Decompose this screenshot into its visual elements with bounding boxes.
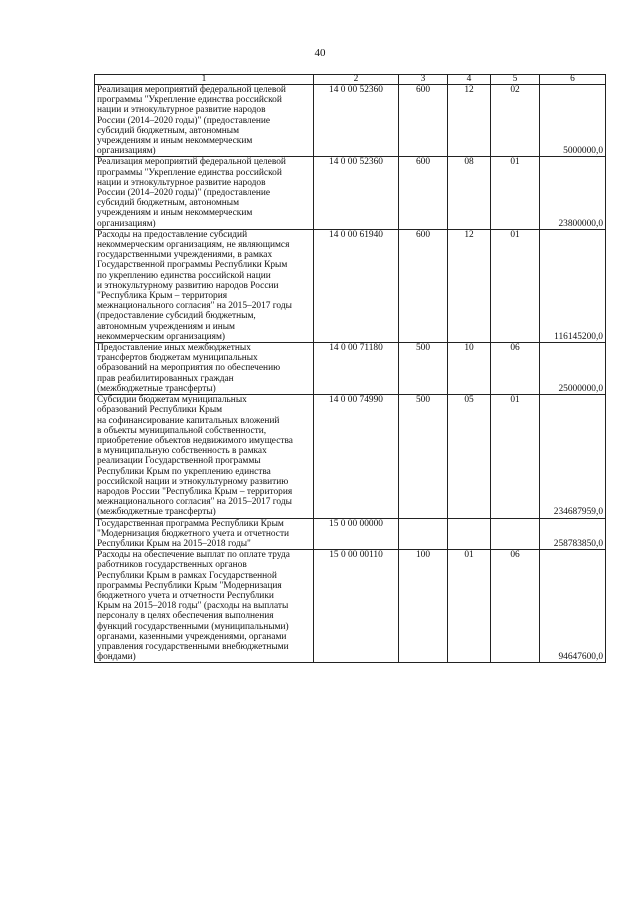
row-name-line: Крым на 2015–2018 годы" (расходы на выплаты — [97, 601, 289, 612]
header-col-4: 4 — [448, 75, 491, 85]
row-name-line: Расходы на обеспечение выплат по оплате труда — [97, 550, 290, 561]
table-row — [95, 518, 606, 550]
row-name-line: нации и этнокультурное развитие народов — [97, 177, 266, 188]
row-name-line: и этнокультурному развитию народов России — [97, 280, 279, 291]
row-name-line: (межбюджетные трансферты) — [97, 383, 216, 394]
row-expense-type: 600 — [399, 229, 448, 342]
row-name-line: нации и этнокультурное развитие народов — [97, 105, 266, 116]
table-row — [95, 395, 606, 518]
row-name-line: учреждениям и иным некоммерческим — [97, 136, 253, 147]
row-name-line: фондами) — [97, 652, 136, 663]
row-name — [95, 518, 314, 550]
row-name-line: России (2014–2020 годы)" (предоставление — [97, 188, 271, 199]
row-name-line: государственными учреждениями, в рамках — [97, 250, 273, 261]
row-name-line: реализации Государственной программы — [97, 456, 261, 467]
row-name — [95, 157, 314, 229]
row-name-line: субсидий бюджетным, автономным — [97, 125, 240, 136]
row-subsection: 06 — [491, 550, 540, 663]
row-code: 15 0 00 00110 — [314, 550, 399, 663]
row-name-line: "Республика Крым – территория — [97, 291, 228, 302]
row-subsection: 01 — [491, 395, 540, 518]
row-name-line: автономным учреждениям и иным — [97, 321, 235, 332]
row-name-line: Реализация мероприятий федеральной целевой — [97, 157, 286, 168]
header-col-2: 2 — [314, 75, 399, 85]
row-name-line: функций государственными (муниципальными) — [97, 621, 289, 632]
header-col-1: 1 — [95, 75, 314, 85]
row-name-line: российской нации и этнокультурному развитию — [97, 476, 289, 487]
row-name-line: Предоставление иных межбюджетных — [97, 343, 251, 354]
row-name-line: работников государственных органов — [97, 560, 247, 571]
row-section — [448, 518, 491, 550]
row-name-line: Субсидии бюджетам муниципальных — [97, 395, 247, 406]
row-subsection: 01 — [491, 157, 540, 229]
table-row — [95, 85, 606, 157]
row-name-line: (межбюджетные трансферты) — [97, 507, 216, 518]
row-amount: 5000000,0 — [540, 85, 606, 157]
row-name — [95, 229, 314, 342]
row-name-line: России (2014–2020 годы)" (предоставление — [97, 115, 271, 126]
row-code: 14 0 00 71180 — [314, 343, 399, 395]
row-name-line: организациям) — [97, 146, 156, 157]
row-subsection: 01 — [491, 229, 540, 342]
table-row — [95, 343, 606, 395]
row-name-line: приобретение объектов недвижимого имущества — [97, 435, 293, 446]
table-row — [95, 229, 606, 342]
row-name — [95, 550, 314, 663]
header-col-6: 6 — [540, 75, 606, 85]
row-name-line: Республики Крым в рамках Государственной — [97, 570, 277, 581]
row-amount: 94647600,0 — [540, 550, 606, 663]
row-name-line: народов России "Республика Крым – территория — [97, 486, 293, 497]
budget-table — [94, 74, 606, 663]
header-row — [95, 75, 606, 85]
row-subsection — [491, 518, 540, 550]
row-code: 14 0 00 61940 — [314, 229, 399, 342]
row-name-line: межнационального согласия" на 2015–2017 годы — [97, 497, 292, 508]
row-expense-type: 100 — [399, 550, 448, 663]
row-expense-type: 600 — [399, 85, 448, 157]
row-amount: 116145200,0 — [540, 229, 606, 342]
row-section: 08 — [448, 157, 491, 229]
table-row — [95, 550, 606, 663]
row-code: 14 0 00 74990 — [314, 395, 399, 518]
row-name-line: Республики Крым на 2015–2018 годы" — [97, 538, 251, 549]
row-name-line: прав реабилитированных граждан — [97, 373, 234, 384]
row-amount: 25000000,0 — [540, 343, 606, 395]
row-name-line: некоммерческим организациям, не являющимся — [97, 240, 290, 251]
row-subsection: 06 — [491, 343, 540, 395]
row-expense-type — [399, 518, 448, 550]
row-name-line: программы "Укрепление единства российской — [97, 167, 282, 178]
row-expense-type: 500 — [399, 395, 448, 518]
row-name-line: по укреплению единства российской нации — [97, 270, 271, 281]
row-section: 10 — [448, 343, 491, 395]
header-col-5: 5 — [491, 75, 540, 85]
table-row — [95, 157, 606, 229]
row-name-line: (предоставление субсидий бюджетным, — [97, 311, 256, 322]
row-name-line: бюджетного учета и отчетности Республики — [97, 590, 274, 601]
row-name-line: в муниципальную собственность в рамках — [97, 446, 267, 457]
row-name-line: Республики Крым по укреплению единства — [97, 466, 271, 477]
row-section: 01 — [448, 550, 491, 663]
row-name-line: организациям) — [97, 218, 156, 229]
row-name-line: программы "Укрепление единства российской — [97, 95, 282, 106]
row-amount: 234687959,0 — [540, 395, 606, 518]
row-section: 12 — [448, 229, 491, 342]
row-name — [95, 85, 314, 157]
row-amount: 23800000,0 — [540, 157, 606, 229]
row-name — [95, 343, 314, 395]
row-name-line: "Модернизация бюджетного учета и отчетности — [97, 528, 290, 539]
header-col-3: 3 — [399, 75, 448, 85]
row-subsection: 02 — [491, 85, 540, 157]
row-name-line: Реализация мероприятий федеральной целевой — [97, 85, 286, 95]
row-name-line: субсидий бюджетным, автономным — [97, 198, 240, 209]
row-section: 05 — [448, 395, 491, 518]
row-name — [95, 395, 314, 518]
row-name-line: некоммерческим организациям) — [97, 331, 226, 342]
row-name-line: трансфертов бюджетам муниципальных — [97, 353, 258, 364]
page-number: 40 — [314, 47, 326, 59]
row-section: 12 — [448, 85, 491, 157]
row-name-line: программы Республики Крым "Модернизация — [97, 580, 282, 591]
row-name-line: персоналу в целях обеспечения выполнения — [97, 611, 274, 622]
row-name-line: Государственная программа Республики Крым — [97, 518, 284, 529]
row-name-line: учреждениям и иным некоммерческим — [97, 208, 253, 219]
row-code: 14 0 00 52360 — [314, 85, 399, 157]
row-amount: 258783850,0 — [540, 518, 606, 550]
row-name-line: управления государственными внебюджетными — [97, 641, 289, 652]
row-code: 14 0 00 52360 — [314, 157, 399, 229]
row-name-line: образований на мероприятия по обеспечению — [97, 363, 281, 374]
row-name-line: в объекты муниципальной собственности, — [97, 425, 267, 436]
row-name-line: образований Республики Крым — [97, 405, 223, 416]
row-expense-type: 500 — [399, 343, 448, 395]
row-name-line: Расходы на предоставление субсидий — [97, 229, 248, 240]
row-name-line: на софинансирование капитальных вложений — [97, 415, 280, 426]
row-name-line: межнационального согласия" на 2015–2017 годы — [97, 301, 292, 312]
row-expense-type: 600 — [399, 157, 448, 229]
row-name-line: органами, казенными учреждениями, органами — [97, 631, 287, 642]
row-name-line: Государственной программы Республики Крым — [97, 260, 288, 271]
row-code: 15 0 00 00000 — [314, 518, 399, 550]
